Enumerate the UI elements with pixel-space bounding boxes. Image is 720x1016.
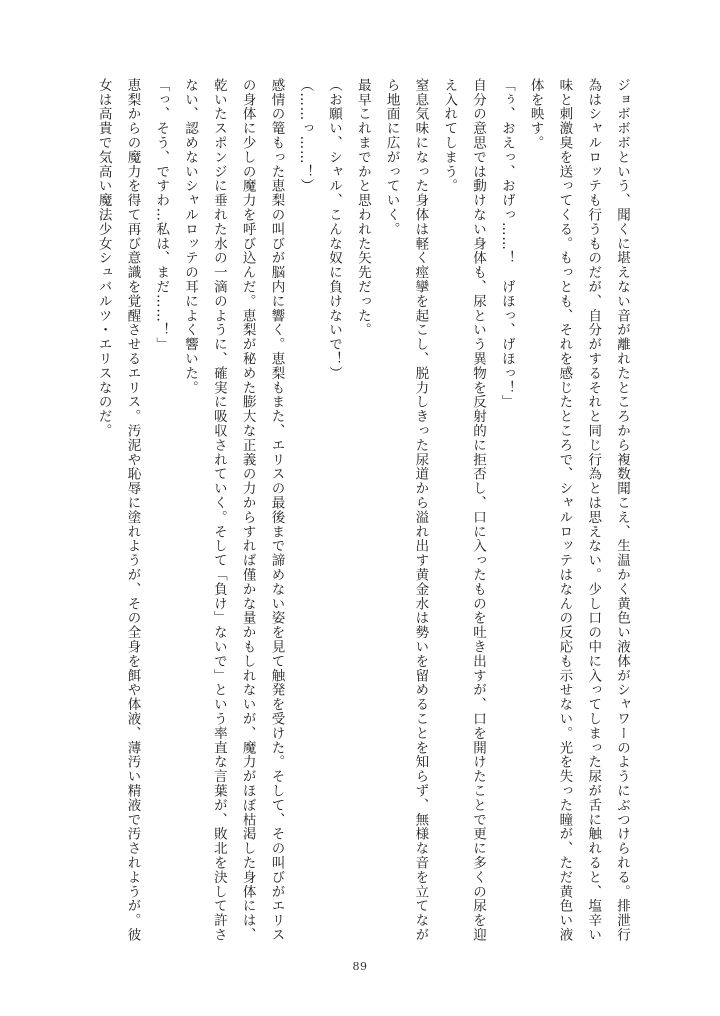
dialogue-line: 「っ、そう、ですわ…私は、まだ……！」 — [153, 78, 170, 352]
paragraph: 恵梨からの魔力を得て再び意識を覚醒させるエリス。汚泥や恥辱に塗れようが、その全身を餌や体液、薄汚い精液で汚されようが。彼女は高貴で気高い魔法少女シュバルツ・エリスなのだ。 — [95, 78, 141, 942]
paragraph: 窒息気味になった身体は軽く痙攣を起こし、脱力しきった尿道から溢れ出す黄金水は勢いを留めることを知らず、無様な音を立てながら地面に広がっていく。 — [383, 78, 429, 942]
inner-voice-line: （……っ……！） — [297, 78, 314, 194]
inner-voice-line: （お願い、シャル、こんな奴に負けないで！） — [326, 78, 343, 381]
paragraph: 感情の篭もった恵梨の叫びが脳内に響く。恵梨もまた、エリスの最後まで諦めない姿を見て触発を受けた。そして、その叫びがエリスの身体に少しの魔力を呼び込んだ。恵梨が秘めた膨大な正義の力からすれば僅かな量かもしれないが、魔力がほぼ枯渇した身体には、乾いたスポンジに垂れた水の一滴のように、確実に吸収されていく。そして「負け」ないで」という率直な言葉が、敗北を決して許さない、認めないシャルロッテの耳によく響いた。 — [182, 78, 285, 942]
paragraph: ジョボボボという、聞くに堪えない音が離れたところから複数聞こえ、生温かく黄色い液体がシャワーのようにぶつけられる。排泄行為はシャルロッテも行うものだが、自分がするそれと同じ行為とは思えない。少し口の中に入ってしまった尿が舌に触れると、塩辛い味と刺激臭を送ってくる。もっとも、それを感じたところで、シャルロッテはなんの反応も示せない。光を失った瞳が、ただ黄色い液体を映す。 — [527, 78, 630, 942]
dialogue-line: 「ぅ、おえっ、おげっ……！ げほっ、げほっ！」 — [498, 78, 515, 410]
paragraph: 自分の意思では動けない身体も、尿という異物を反射的に拒否し、口に入ったものを吐き出すが、口を開けたことで更に多くの尿を迎え入れてしまう。 — [441, 78, 487, 942]
vertical-text-body — [89, 78, 636, 948]
paragraph: 最早これまでかと思われた矢先だった。 — [354, 78, 371, 338]
page-number: 89 — [352, 960, 368, 973]
